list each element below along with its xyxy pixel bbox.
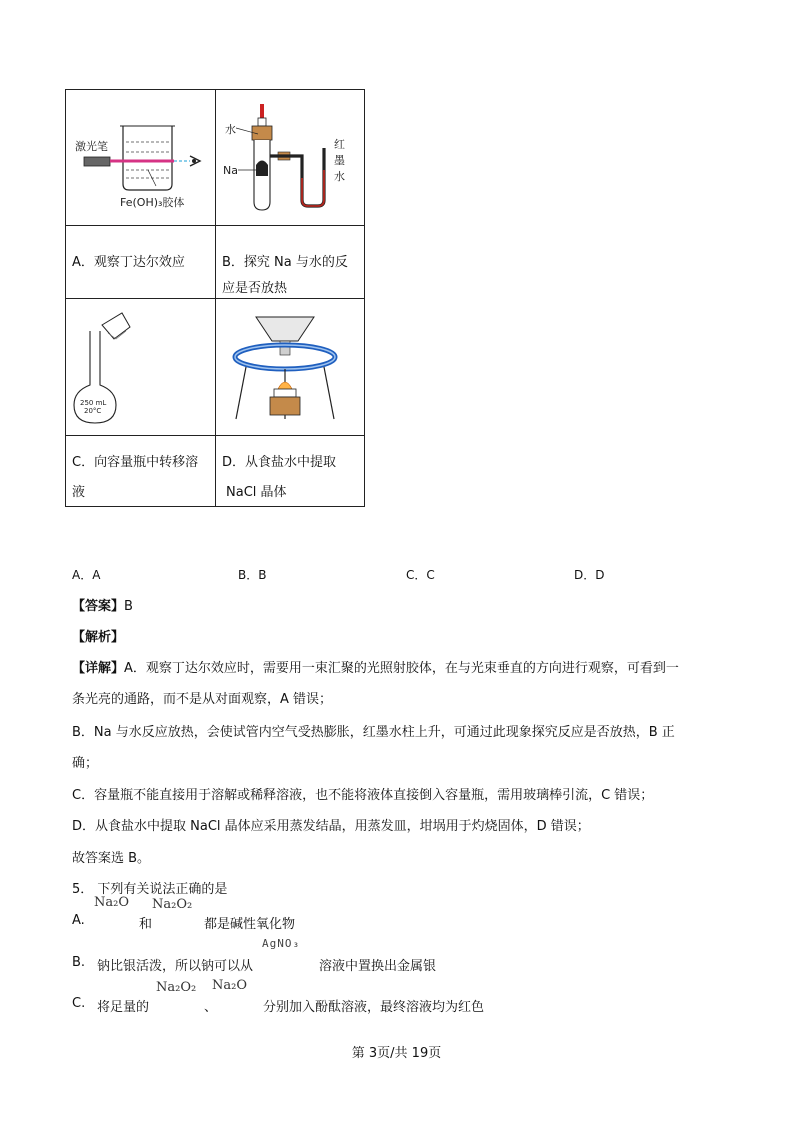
caption-d-line2: NaCl 晶体 [226, 485, 287, 500]
q5-b-text1: 钠比银活泼，所以钠可以从 [97, 959, 254, 974]
volumetric-flask-figure [66, 299, 215, 435]
detail-a-text1: A．观察丁达尔效应时，需要用一束汇聚的光照射胶体，在与光束垂直的方向进行观察，可看到一 [124, 661, 679, 676]
q5-c-label: C. [72, 996, 86, 1011]
caption-c-line2: 液 [72, 485, 86, 500]
detail-a-line1 [72, 657, 679, 676]
figure-b-cell [215, 89, 365, 226]
q5-a-and: 和 [139, 917, 153, 932]
evaporation-figure [216, 299, 364, 435]
beaker-icon [123, 126, 172, 190]
option-c: C．C [406, 568, 435, 582]
q5-c-chem1: Na₂O₂ [156, 980, 197, 995]
detail-b-line1: B．Na 与水反应放热，会使试管内空气受热膨胀，红墨水柱上升，可通过此现象探究反应是否放热，B 正 [72, 725, 675, 740]
q5-a-chem2: Na₂O₂ [152, 897, 193, 912]
figure-d-cell [215, 298, 365, 436]
answer-label: 【答案】 [72, 599, 125, 614]
caption-b-line2: 应是否放热 [222, 281, 288, 296]
beaker-pour-icon [102, 313, 130, 339]
detail-d: D．从食盐水中提取 NaCl 晶体应采用蒸发结晶，用蒸发皿，坩埚用于灼烧固体，D 错误； [72, 819, 590, 834]
q5-b-text2: 溶液中置换出金属银 [319, 959, 437, 974]
page-footer: 第 3页/共 19页 [351, 1046, 442, 1061]
caption-a-cell [65, 225, 216, 299]
caption-d-line1: D．从食盐水中提取 [222, 455, 337, 470]
q5-c-sep: 、 [204, 1000, 218, 1015]
detail-a-line2: 条光亮的通路，而不是从对面观察，A 错误； [72, 692, 333, 707]
detail-label: 【详解】 [72, 661, 125, 676]
figure-a-cell [65, 89, 216, 226]
label-ink: 墨 [334, 154, 345, 167]
caption-d-cell [215, 435, 365, 507]
u-tube-icon [270, 148, 324, 206]
alcohol-lamp-icon [270, 397, 300, 415]
detail-c: C．容量瓶不能直接用于溶解或稀释溶液，也不能将液体直接倒入容量瓶，需用玻璃棒引流，C 错误； [72, 788, 654, 803]
q5-c-text2: 分别加入酚酞溶液，最终溶液均为红色 [263, 1000, 485, 1015]
q5-stem: 5． 下列有关说法正确的是 [72, 882, 228, 897]
dropper-bulb-icon [260, 104, 264, 118]
label-laser-pen: 激光笔 [75, 140, 108, 153]
label-volume: 250 mL [80, 399, 107, 407]
funnel-icon [256, 317, 314, 341]
caption-a: A．观察丁达尔效应 [72, 255, 185, 270]
option-b: B．B [238, 568, 267, 582]
q5-b-label: B. [72, 955, 86, 970]
na-water-figure [216, 90, 364, 225]
label-red: 红 [334, 138, 345, 151]
analysis-label: 【解析】 [72, 630, 125, 645]
q5-c-chem2: Na₂O [212, 978, 247, 993]
label-water: 水 [225, 123, 236, 136]
option-d: D．D [574, 568, 605, 582]
caption-b-cell [215, 225, 365, 299]
label-na: Na [223, 164, 238, 177]
q5-a-chem1: Na₂O [94, 895, 129, 910]
q5-a-text: 都是碱性氧化物 [204, 917, 296, 932]
tyndall-figure [66, 90, 215, 225]
caption-c-line1: C．向容量瓶中转移溶 [72, 455, 199, 470]
answer-value: B [124, 599, 133, 614]
laser-pen-icon [84, 157, 110, 166]
label-water-2: 水 [334, 170, 345, 183]
label-temp: 20°C [84, 407, 102, 415]
q5-c-text1: 将足量的 [97, 1000, 150, 1015]
conclusion: 故答案选 B。 [72, 851, 151, 866]
answer-line [72, 595, 133, 614]
option-a: A．A [72, 568, 101, 582]
figure-c-cell [65, 298, 216, 436]
caption-c-cell [65, 435, 216, 507]
detail-b-line2: 确； [72, 756, 99, 771]
experiment-table [65, 89, 365, 507]
label-colloid: Fe(OH)₃胶体 [120, 196, 185, 209]
q5-b-chem: AgNO₃ [262, 937, 301, 950]
q5-a-label: A. [72, 913, 85, 928]
caption-b-line1: B．探究 Na 与水的反 [222, 255, 348, 270]
